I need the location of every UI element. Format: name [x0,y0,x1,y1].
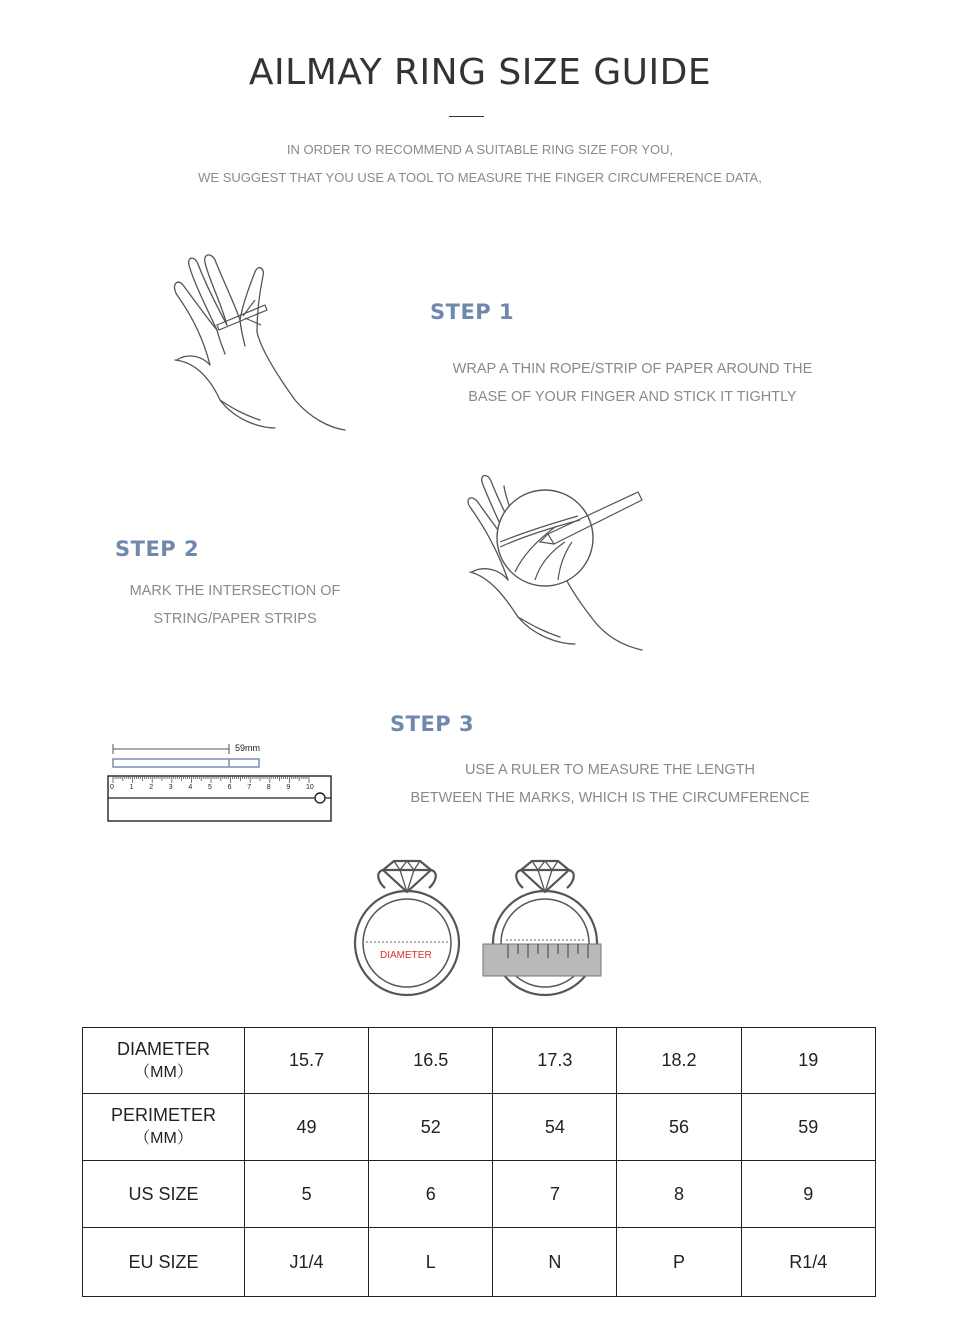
ring-size-table [82,1027,876,1297]
hand-mark-illustration [460,472,650,657]
row-label: PERIMETER [110,1105,216,1125]
step-3-line-2: BETWEEN THE MARKS, WHICH IS THE CIRCUMFERENCE [410,790,810,806]
ruler-tick-label: 9 [286,784,291,791]
ruler-measure-label: 59mm [235,743,261,753]
row-label: DIAMETER [116,1038,210,1059]
table-cell: J1/4 [245,1228,369,1297]
diameter-label: DIAMETER [380,950,432,961]
row-header [83,1228,245,1297]
ruler-tick-label: 5 [208,784,212,791]
row-header [83,1094,245,1161]
table-row [83,1161,876,1228]
table-cell: 52 [369,1094,493,1161]
step-1-label: STEP 1 [430,300,515,324]
step-2-line-1: MARK THE INTERSECTION OF [129,583,341,599]
table-cell: R1/4 [741,1228,875,1297]
table-cell: P [617,1228,741,1297]
ruler-tick-label: 10 [306,784,314,791]
table-cell: 7 [493,1161,617,1228]
row-unit: （MM） [134,1130,193,1147]
row-unit: （MM） [134,1063,193,1081]
table-cell: 56 [617,1094,741,1161]
table-cell: 6 [369,1161,493,1228]
intro-line-1: IN ORDER TO RECOMMEND A SUITABLE RING SIZE FOR YOU, [286,142,674,157]
row-header [83,1161,245,1228]
ruler-tick-label: 0 [110,784,114,791]
table-cell: L [369,1228,493,1297]
ruler-illustration [105,740,335,825]
table-cell: 15.7 [245,1028,369,1094]
step-3-label: STEP 3 [390,712,475,736]
table-cell: 19 [741,1028,875,1094]
table-cell: 54 [493,1094,617,1161]
ruler-tick-label: 1 [129,784,134,791]
ring-diameter-diagram [350,858,465,998]
ruler-tick-label: 8 [266,784,271,791]
table-cell: 9 [741,1161,875,1228]
step-3-line-1: USE A RULER TO MEASURE THE LENGTH [464,762,756,778]
intro-line-2: WE SUGGEST THAT YOU USE A TOOL TO MEASURE THE FINGER CIRCUMFERENCE DATA, [198,170,762,185]
table-row [83,1228,876,1297]
ruler-tick-label: 6 [227,784,232,791]
step-2-text [105,577,365,633]
table-cell: 16.5 [369,1028,493,1094]
ruler-numbers [105,784,335,796]
ruler-tick-label: 3 [168,784,173,791]
ruler-tick-label: 4 [188,784,193,791]
table-cell: 59 [741,1094,875,1161]
table-row [83,1094,876,1161]
table-cell: 8 [617,1161,741,1228]
row-label: EU SIZE [128,1252,199,1272]
table-cell: N [493,1228,617,1297]
step-1-text [400,355,865,411]
step-1-line-2: BASE OF YOUR FINGER AND STICK IT TIGHTLY [468,389,797,405]
step-2-line-2: STRING/PAPER STRIPS [153,611,317,627]
title-divider [449,116,484,117]
row-label: US SIZE [128,1184,199,1204]
row-header [83,1028,245,1094]
ruler-tick-label: 2 [149,784,154,791]
step-1-line-1: WRAP A THIN ROPE/STRIP OF PAPER AROUND THE [452,361,813,377]
page-title: AILMAY RING SIZE GUIDE [248,52,712,93]
table-cell: 17.3 [493,1028,617,1094]
ruler-tick-label: 7 [247,784,252,791]
hand-wrap-illustration [165,250,355,435]
table-row [83,1028,876,1094]
table-cell: 5 [245,1161,369,1228]
step-2-label: STEP 2 [115,537,200,561]
ring-ruler-diagram [480,858,605,998]
table-cell: 18.2 [617,1028,741,1094]
table-cell: 49 [245,1094,369,1161]
step-3-text [385,756,835,812]
